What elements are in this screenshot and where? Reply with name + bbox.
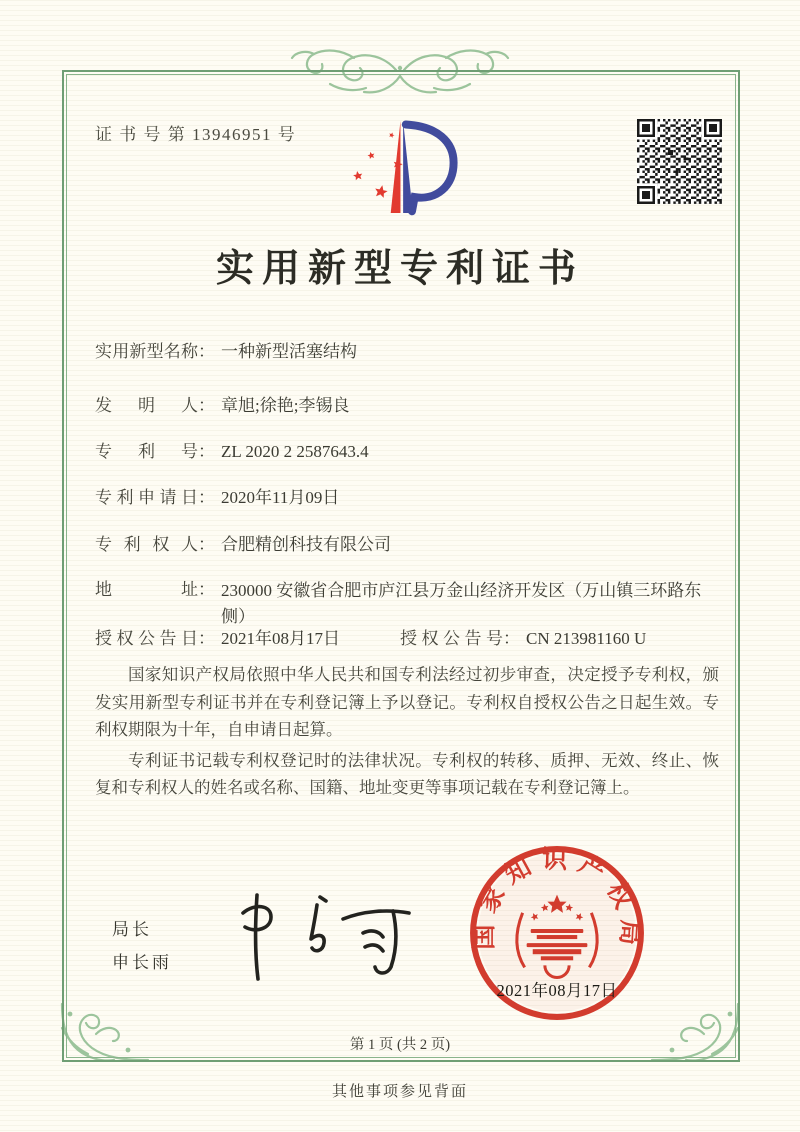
- field-colon: ：: [503, 629, 520, 648]
- cnipa-logo-icon: [342, 110, 466, 224]
- field-label: 实用新型名称: [95, 342, 198, 361]
- grant-number-pair: [400, 627, 646, 651]
- field-value: 2020年11月09日: [221, 488, 340, 507]
- commissioner-signature: [225, 885, 425, 985]
- field-colon: ：: [198, 535, 215, 554]
- field-label: 专利号: [95, 442, 198, 461]
- field-row-patentee: [95, 533, 735, 557]
- back-side-note: 其他事项参见背面: [331, 1084, 468, 1100]
- field-colon: ：: [198, 580, 215, 599]
- field-value: 合肥精创科技有限公司: [221, 535, 391, 554]
- certificate-title: 实用新型专利证书: [215, 248, 584, 290]
- field-row-address: [95, 578, 735, 630]
- certificate-number: 证 书 号 第 13946951 号: [95, 125, 297, 144]
- field-colon: ：: [198, 396, 215, 415]
- grant-date-pair: [95, 629, 340, 648]
- field-value: 2021年08月17日: [221, 629, 340, 648]
- field-colon: ：: [198, 442, 215, 461]
- field-value: CN 213981160 U: [526, 629, 647, 648]
- commissioner-title: 局长: [112, 920, 152, 939]
- field-row-patent-number: [95, 440, 735, 464]
- field-label: 专利权人: [95, 535, 198, 554]
- field-value: 一种新型活塞结构: [221, 342, 357, 361]
- field-value: 章旭;徐艳;李锡良: [221, 396, 350, 415]
- field-colon: ：: [198, 342, 215, 361]
- page-number: 第 1 页 (共 2 页): [349, 1037, 451, 1053]
- seal-agency-text: 国家知识产权局: [470, 845, 645, 956]
- field-label: 专利申请日: [95, 488, 198, 507]
- field-row-filing-date: [95, 486, 735, 510]
- field-label: 授权公告日: [95, 629, 198, 648]
- field-row-patent-name: [95, 340, 735, 364]
- field-colon: ：: [198, 488, 215, 507]
- field-row-inventors: [95, 394, 735, 418]
- field-value: 230000 安徽省合肥市庐江县万金山经济开发区（万山镇三环路东侧）: [221, 581, 702, 626]
- qr-code: [637, 119, 722, 204]
- field-label: 发明人: [95, 396, 198, 415]
- legal-paragraph-1: 国家知识产权局依照中华人民共和国专利法经过初步审查，决定授予专利权，颁发实用新型专利证书并在专利登记簿上予以登记。专利权自授权公告之日起生效。专利权期限为十年，自申请日起算。: [95, 665, 719, 739]
- field-value: ZL 2020 2 2587643.4: [221, 442, 369, 461]
- commissioner-name: 申长雨: [112, 953, 172, 972]
- legal-paragraph-2: 专利证书记载专利权登记时的法律状况。专利权的转移、质押、无效、终止、恢复和专利权人的姓名或名称、国籍、地址变更等事项记载在专利登记簿上。: [95, 750, 719, 797]
- field-label: 地址: [95, 580, 198, 599]
- field-colon: ：: [198, 629, 215, 648]
- legal-text-block: [95, 661, 719, 805]
- grant-row: [95, 627, 735, 651]
- field-label: 授权公告号: [400, 629, 503, 648]
- seal-date: 2021年08月17日: [496, 981, 618, 1000]
